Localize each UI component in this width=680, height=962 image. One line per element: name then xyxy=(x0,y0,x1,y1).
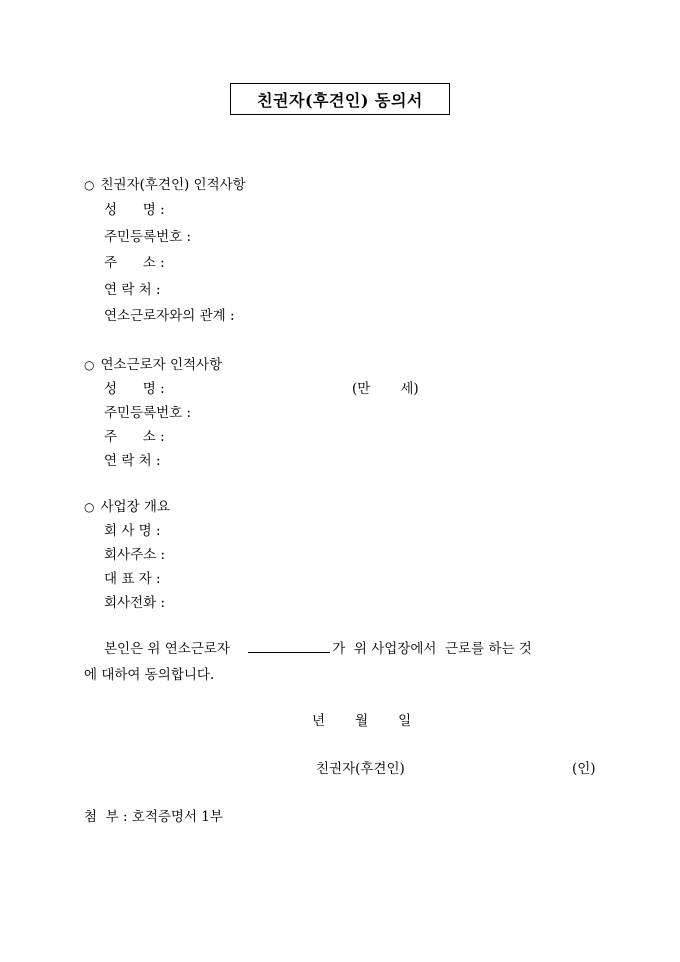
guardian-address-label: 주 소 : xyxy=(104,255,165,271)
company-address-label: 회사주소 : xyxy=(104,547,166,563)
guardian-section-heading xyxy=(84,176,246,194)
representative-label: 대 표 자 : xyxy=(104,571,161,587)
consent-line-2: 에 대하여 동의합니다. xyxy=(84,667,215,683)
guardian-heading-text: 친권자(후견인) 인적사항 xyxy=(100,177,246,193)
workplace-heading-text: 사업장 개요 xyxy=(100,499,170,515)
minor-heading-text: 연소근로자 인적사항 xyxy=(100,357,223,373)
circle-bullet-icon: ○ xyxy=(84,358,95,372)
date-line: 년 월 일 xyxy=(312,713,412,729)
minor-address-label: 주 소 : xyxy=(104,429,165,445)
attachment-note: 첨 부 : 호적증명서 1부 xyxy=(84,809,223,825)
circle-bullet-icon: ○ xyxy=(84,178,95,192)
minor-contact-label: 연 락 처 : xyxy=(104,453,161,469)
company-name-label: 회 사 명 : xyxy=(104,523,161,539)
company-phone-label: 회사전화 : xyxy=(104,595,166,611)
circle-bullet-icon: ○ xyxy=(84,500,95,514)
workplace-section-heading xyxy=(84,498,170,516)
guardian-name-label: 성 명 : xyxy=(104,202,165,218)
document-title: 친권자(후견인) 동의서 xyxy=(230,83,450,115)
seal-mark: (인) xyxy=(572,761,596,777)
consent-line-1 xyxy=(104,640,532,658)
consent-part-2: 가 위 사업장에서 근로를 하는 것 xyxy=(332,641,532,657)
minor-section-heading xyxy=(84,356,222,374)
minor-name-blank xyxy=(248,640,330,653)
guardian-contact-label: 연 락 처 : xyxy=(104,282,161,298)
signature-label: 친권자(후견인) xyxy=(316,761,405,777)
guardian-relation-label: 연소근로자와의 관계 : xyxy=(104,308,235,324)
minor-rrn-label: 주민등록번호 : xyxy=(104,405,192,421)
guardian-rrn-label: 주민등록번호 : xyxy=(104,229,192,245)
minor-name-label: 성 명 : xyxy=(104,381,165,397)
consent-part-1: 본인은 위 연소근로자 xyxy=(104,641,230,657)
minor-age-label: (만 세) xyxy=(352,381,419,397)
